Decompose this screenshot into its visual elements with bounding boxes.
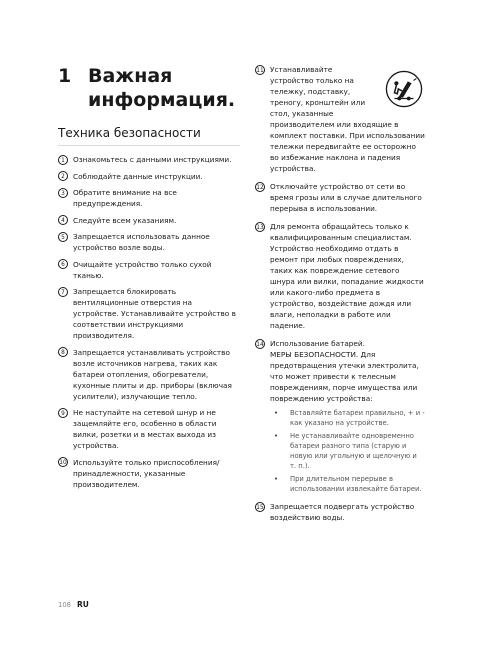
chapter-number: 1 [58,65,72,87]
cart-tip-over-warning-icon [385,70,423,108]
safety-list-right [255,64,425,523]
item-number: 6 [58,259,68,269]
section-title: Техника безопасности [58,125,240,146]
battery-bullets [270,408,425,494]
chapter-title: Важная информация. [88,65,236,111]
item-number: 8 [58,347,68,357]
list-item [255,338,425,494]
list-item [58,215,240,226]
item-number: 9 [58,408,68,418]
item-number: 1 [58,155,68,165]
list-item [58,187,240,209]
item-text: Не наступайте на сетевой шнур и не защемляйте его, особенно в области вилки, розетки и в местах выхода из устройства. [73,408,217,450]
chapter-heading [58,64,240,112]
item-text: Запрещается подвергать устройство воздействию воды. [270,502,415,522]
item-number: 5 [58,232,68,242]
item-text: Соблюдайте данные инструкции. [73,171,203,181]
page-footer [58,600,89,609]
safety-list-left [58,154,240,490]
battery-caution: МЕРЫ БЕЗОПАСНОСТИ. Для предотвращения утечки электролита, что может привести к телесным повреждениям, порче имущества или повреждению устройства: [270,350,419,403]
list-item [58,171,240,182]
list-item [58,407,240,451]
item-number: 15 [255,502,265,512]
item-text: Очищайте устройство только сухой тканью. [73,259,212,280]
item-text: Ознакомьтесь с данными инструкциями. [73,155,232,164]
list-item [255,501,425,523]
battery-title: Использование батарей. [270,339,365,348]
right-column [255,64,425,530]
list-item [255,64,425,174]
item-number: 7 [58,287,68,297]
item-text: Для ремонта обращайтесь только к квалифицированным специалистам. Устройство необходимо отдать в ремонт при любых повреждениях, таких как повреждение сетевого шнура или вилки, попадание жидкости или какого-либо предмета в устройство, воздействие дождя или влаги, неполадки в работе или падение. [270,222,424,330]
item-number: 14 [255,339,265,349]
bullet-item: • Вставляйте батареи правильно, + и - как указано на устройстве. [270,408,425,428]
item-text: Следуйте всем указаниям. [73,215,177,225]
list-item [58,154,240,165]
item-text-rest: производителем или входящие в комплект поставки. При использовании тележки передвигайте ее осторожно во избежание наклона и падения устройства. [270,120,425,173]
list-item [58,347,240,402]
list-item [58,259,240,281]
page-number: 108 [58,601,71,609]
list-item [58,457,240,490]
item-number: 4 [58,215,68,225]
item-text: Используйте только приспособления/принадлежности, указанные производителем. [73,457,220,489]
item-number: 12 [255,182,265,192]
item-text: Обратите внимание на все предупреждения. [73,188,177,208]
language-code: RU [76,600,89,609]
list-item [58,231,240,253]
list-item [255,221,425,331]
item-text: Запрещается использовать данное устройство возле воды. [73,232,210,252]
item-number: 10 [58,457,68,467]
list-item [58,286,240,341]
item-text: Отключайте устройство от сети во время грозы или в случае длительного перерыва в использовании. [270,182,422,213]
bullet-item: • Не устанавливайте одновременно батареи разного типа (старую и новую или угольную и щелочную и т. п.). [270,431,425,471]
item-number: 3 [58,188,68,198]
list-item [255,181,425,214]
left-column [58,64,240,495]
item-text: Запрещается блокировать вентиляционные отверстия на устройстве. Устанавливайте устройство в соответствии инструкциями производителя. [73,287,236,340]
item-text: Запрещается устанавливать устройство возле источников нагрева, таких как батареи отопления, обогреватели, кухонные плиты и др. приборы (включая усилители), излучающие тепло. [73,347,232,401]
item-number: 2 [58,171,68,181]
item-number: 13 [255,222,265,232]
item-number: 11 [255,65,265,75]
item-text-narrow: Устанавливайте устройство только на тележку, подставку, треногу, кронштейн или стол, указанные [270,65,366,118]
bullet-item: • При длительном перерыве в использовании извлекайте батареи. [270,474,425,494]
